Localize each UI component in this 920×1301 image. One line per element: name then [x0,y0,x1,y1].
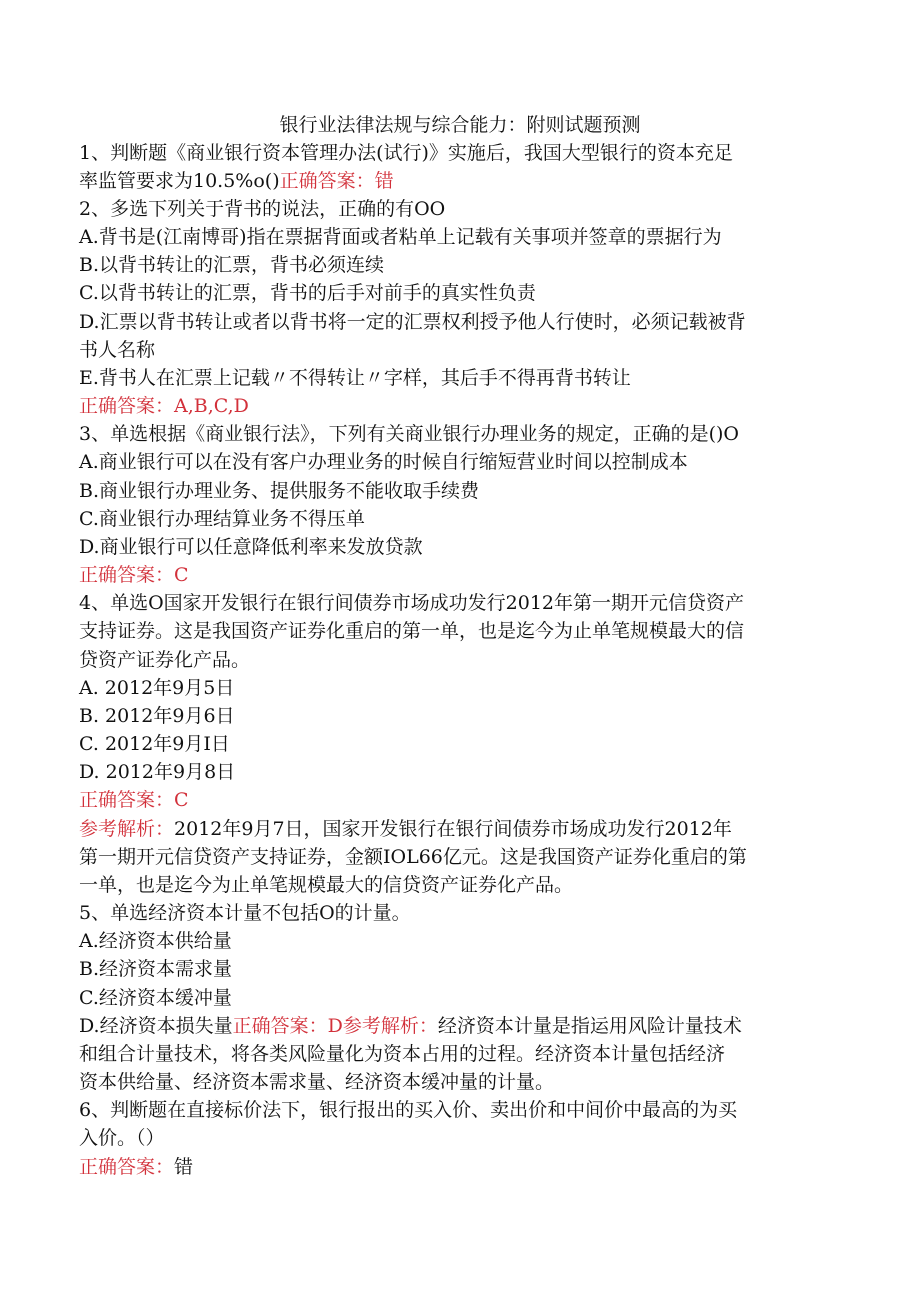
q3-option-a: A.商业银行可以在没有客户办理业务的时候自行缩短营业时间以控制成本 [79,451,688,473]
q6-answer-line [79,1153,849,1181]
q1-stem-end: 率监管要求为10.5%o() [79,170,280,192]
q2-option-e: E.背书人在汇票上记载〃不得转让〃字样，其后手不得再背书转让 [79,367,631,389]
q2-option-b: B.以背书转让的汇票，背书必须连续 [79,254,385,276]
q6-line2: 入价。（） [79,1127,165,1149]
q3-option-c: C.商业银行办理结算业务不得压单 [79,508,365,530]
q2-option-c: C.以背书转让的汇票，背书的后手对前手的真实性负责 [79,282,536,304]
q2-answer: 正确答案：A,B,C,D [79,395,249,417]
q4-analysis-text: 2012年9月7日，国家开发银行在银行间债券市场成功发行2012年 [174,818,732,840]
q4-analysis-label: 参考解析： [79,818,175,840]
document-title: 银行业法律法规与综合能力：附则试题预测 [279,114,641,136]
q2-option-a: A.背书是(江南博哥)指在票据背面或者粘单上记载有关事项并签章的票据行为 [79,226,722,248]
q6-answer-value: 错 [174,1156,194,1178]
q5-stem: 5、单选经济资本计量不包括O的计量。 [79,902,411,924]
q4-analysis-line1 [79,815,849,843]
q5-option-d: D.经济资本损失量 [79,1015,233,1037]
q1-line2 [79,167,849,195]
q4-option-a: A. 2012年9月5日 [79,677,235,699]
q5-option-d-line [79,1012,849,1040]
q5-option-b: B.经济资本需求量 [79,958,233,980]
q4-analysis-line2: 第一期开元信贷资产支持证券，金额IOL66亿元。这是我国资产证券化重启的第 [79,846,747,868]
q4-option-b: B. 2012年9月6日 [79,705,235,727]
q4-option-d: D. 2012年9月8日 [79,761,236,783]
q3-answer: 正确答案：C [79,564,189,586]
q5-answer: 正确答案：D [232,1015,343,1037]
q1-line1: 1、判断题《商业银行资本管理办法(试行)》实施后，我国大型银行的资本充足 [79,142,733,164]
q2-option-d-line1: D.汇票以背书转让或者以背书将一定的汇票权利授予他人行使时，必须记载被背 [79,311,746,333]
q1-answer: 正确答案：错 [279,170,394,192]
q4-option-c: C. 2012年9月I日 [79,733,230,755]
q2-stem: 2、多选下列关于背书的说法，正确的有OO [79,198,446,220]
q3-option-b: B.商业银行办理业务、提供服务不能收取手续费 [79,480,480,502]
q5-option-c: C.经济资本缓冲量 [79,987,232,1009]
q4-analysis-line3: 一单，也是迄今为止单笔规模最大的信贷资产证券化产品。 [79,874,574,896]
q4-stem-line2: 支持证券。这是我国资产证券化重启的第一单，也是迄今为止单笔规模最大的信 [79,620,745,642]
q4-stem-line3: 贷资产证券化产品。 [79,649,251,671]
q3-stem: 3、单选根据《商业银行法》，下列有关商业银行办理业务的规定，正确的是()O [79,423,739,445]
q6-line1: 6、判断题在直接标价法下，银行报出的买入价、卖出价和中间价中最高的为买 [79,1099,738,1121]
q3-option-d: D.商业银行可以任意降低利率来发放贷款 [79,536,423,558]
q5-analysis-line3: 资本供给量、经济资本需求量、经济资本缓冲量的计量。 [79,1071,555,1093]
q5-analysis-line2: 和组合计量技术，将各类风险量化为资本占用的过程。经济资本计量包括经济 [79,1043,726,1065]
q5-analysis-label: 参考解析： [342,1015,438,1037]
q6-answer-label: 正确答案： [79,1156,175,1178]
q2-option-d-line2: 书人名称 [79,339,156,361]
q4-answer: 正确答案：C [79,789,189,811]
q4-stem-line1: 4、单选O国家开发银行在银行间债券市场成功发行2012年第一期开元信贷资产 [79,592,745,614]
q5-option-a: A.经济资本供给量 [79,930,232,952]
q5-analysis-text: 经济资本计量是指运用风险计量技术 [437,1015,742,1037]
